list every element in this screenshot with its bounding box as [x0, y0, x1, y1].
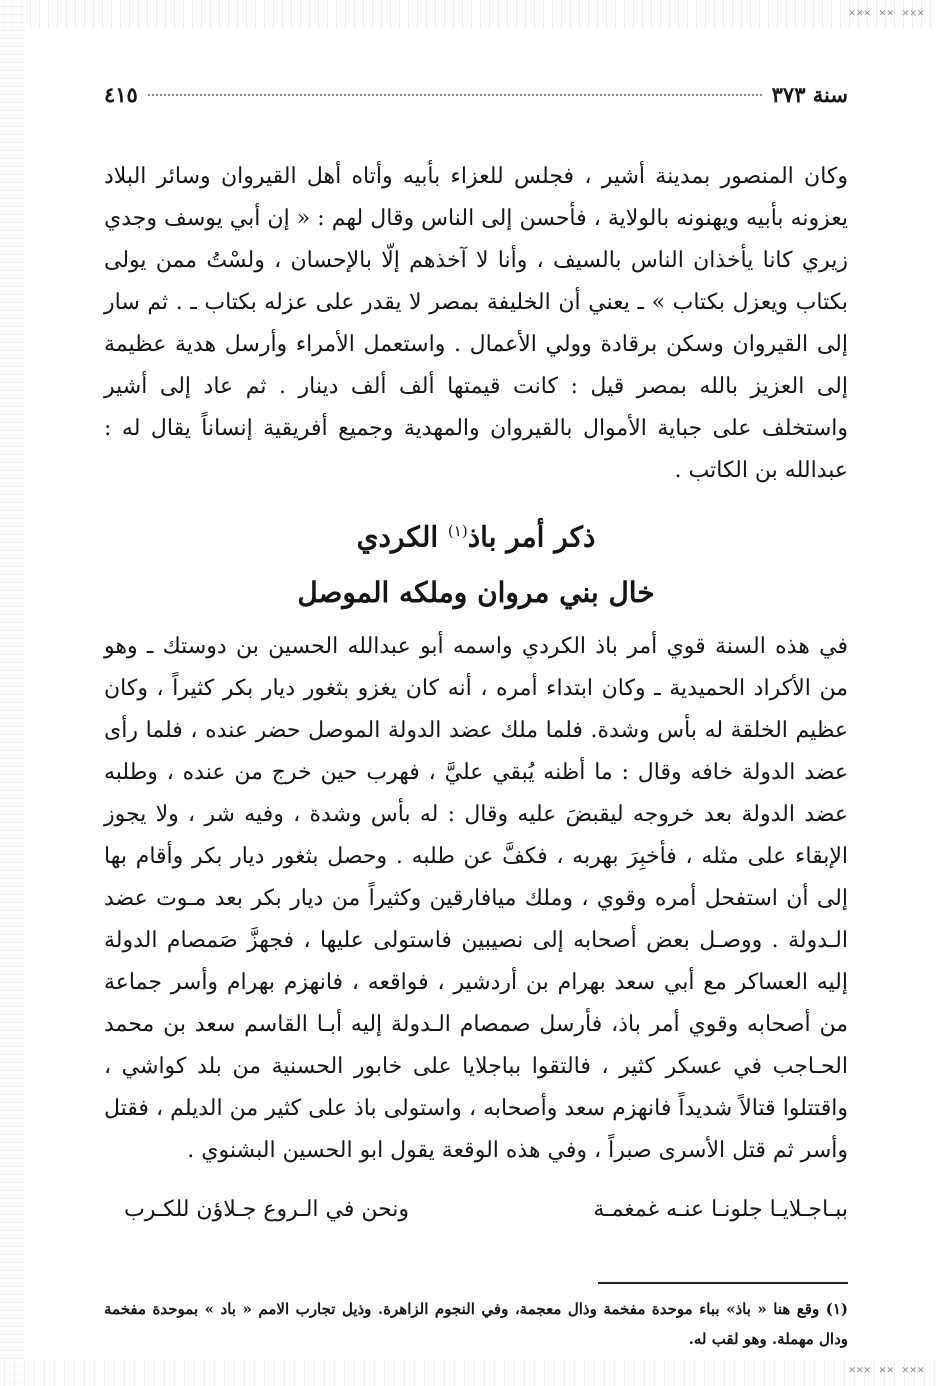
section-title-suffix: الكردي	[356, 520, 448, 554]
section-title-text: ذكر أمر باذ	[467, 520, 596, 554]
bottom-ornament-icon: ✕✕✕ ✕✕ ✕✕✕	[848, 1363, 925, 1376]
verse-second-hemistich: ونحن في الـروع جـلاؤن للكـرب	[124, 1197, 410, 1223]
section-subtitle: خال بني مروان وملكه الموصل	[297, 576, 655, 610]
top-ornament-icon: ✕✕✕ ✕✕ ✕✕✕	[848, 6, 925, 19]
verse-first-hemistich: ببـاجـلايـا جلونـا عنـه غمغمـة	[593, 1197, 848, 1223]
poetry-verse	[104, 1190, 848, 1230]
paragraph-badh: في هذه السنة قوي أمر باذ الكردي واسمه أبو عبدالله الحسين بن دوستك ـ وهو من الأكراد الحميدية ـ وكان ابتداء أمره ، أنه كان يغزو بثغور ديار بكر كثيراً ، وكان عظيم الخلقة له بأس وشدة. فلما ملك عضد الدولة الموصل حضر عنده ، فلما رأى عضد الدولة خافه وقال : ما أظنه يُبقي عليَّ ، فهرب حين خرج من عنده ، وطلبه عضد الدولة بعد خروجه ليقبضَ عليه وقال : له بأس وشدة ، وفيه شر ، ولا يجوز الإبقاء على مثله ، فأخبِرَ بهربه ، فكفَّ عن طلبه . وحصل بثغور ديار بكر وأقام بها إلى أن استفحل أمره وقوي ، وملك ميافارقين وكثيراً من ديار بكر بعد مـوت عضد الـدولة . ووصـل بعض أصحابه إلى نصيبين فاستولى عليها ، فجهزَّ صَمصام الدولة إليه العساكر مع أبي سعد بهرام بن أردشير ، فواقعه ، فانهزم بهرام وأسر جماعة من أصحابه وقوي أمر باذ، فأرسل صمصام الـدولة إليه أبـا القاسم سعد بن محمد الحـاجب في عسكر كثير ، فالتقوا بباجلايا على خابور الحسنية من بلد كواشي ، واقتتلوا قتالاً شديداً فانهزم سعد وأصحابه ، واستولى باذ على كثير من الديلم ، فقتل وأسر ثم قتل الأسرى صبراً ، وفي هذه الوقعة يقول ابو الحسين البشنوي .	[104, 634, 848, 1164]
scanned-bottom-edge	[0, 1360, 939, 1386]
page-number: ٤١٥	[104, 82, 138, 107]
book-page	[104, 82, 848, 1354]
footnote-divider	[598, 1282, 848, 1284]
scanned-top-edge	[0, 0, 939, 28]
dotted-leader	[148, 94, 762, 96]
year-label: سنة ٣٧٣	[771, 82, 848, 107]
footnote-ref: (١)	[447, 522, 468, 540]
scanned-left-edge	[0, 0, 26, 1386]
footnote: (١) وقع هنا « باذ» بباء موحدة مفخمة وذال معجمة، وفي النجوم الزاهرة. وذيل تجارب الامم « باد » بموحدة مفخمة ودال مهملة. وهو لقب له.	[104, 1300, 848, 1349]
section-title	[104, 506, 848, 562]
running-head	[104, 82, 848, 114]
paragraph-mansur: وكان المنصور بمدينة أشير ، فجلس للعزاء بأبيه وأتاه أهل القيروان وسائر البلاد يعزونه بأبيه ويهنونه بالولاية ، فأحسن إلى الناس وقال لهم : « إن أبي يوسف وجدي زيري كانا يأخذان الناس بالسيف ، وأنا لا آخذهم إلّا بالإحسان ، ولسْتُ ممن يولى بكتاب ويعزل بكتاب » ـ يعني أن الخليفة بمصر لا يقدر على عزله بكتاب ـ . ثم سار إلى القيروان وسكن برقادة وولي الأعمال . واستعمل الأمراء وأرسل هدية عظيمة إلى العزيز بالله بمصر قيل : كانت قيمتها ألف ألف دينار . ثم عاد إلى أشير واستخلف على جباية الأموال بالقيروان والمهدية وجميع أفريقية إنساناً يقال له : عبدالله بن الكاتب .	[104, 164, 848, 483]
